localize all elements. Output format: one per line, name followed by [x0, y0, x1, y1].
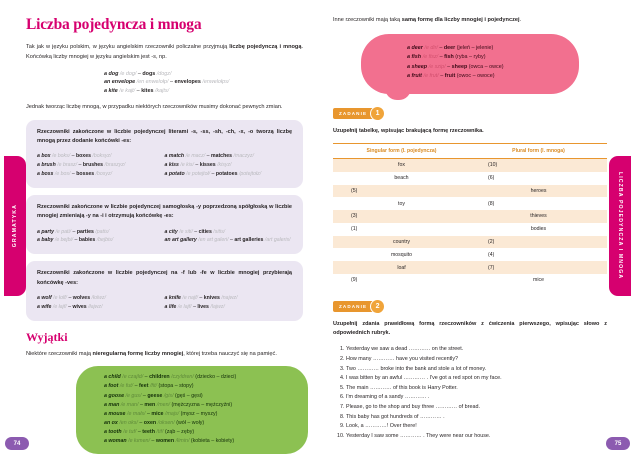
example-line: a city /e siti/ – cities /sitis/: [164, 228, 226, 235]
example-line: a kite /e kajt/ – kites /kajts/: [104, 88, 170, 95]
cell-plural[interactable]: (4): [488, 251, 495, 258]
example-line: a life /e lajf/ – lives /lajwz/: [164, 303, 225, 310]
cell-singular[interactable]: mosquito: [390, 251, 413, 258]
example-line: a mouse /e małs/ – mice /majs/ (mysz – myszy): [104, 410, 218, 417]
cell-singular[interactable]: toy: [398, 200, 405, 207]
example-line: a kiss /e kis/ – kisses /kisyz/: [164, 162, 232, 169]
example-line: a boss /e bos/ – bosses /bosyz/: [37, 170, 113, 177]
example-column: [37, 152, 165, 179]
speech-tail: [385, 86, 411, 100]
table-row[interactable]: [333, 197, 607, 210]
left-page: [0, 0, 317, 458]
table-row[interactable]: [333, 261, 607, 274]
sentence-item[interactable]: 6. I'm dreaming of a sandy ………… .: [346, 393, 607, 403]
task-2-number: 2: [370, 299, 385, 314]
example-line: a brush /e brasz/ – brushes /braszyz/: [37, 162, 126, 169]
cell-singular[interactable]: fox: [333, 158, 470, 171]
intro-paragraph-2: Jednak tworząc liczbę mnogą, w przypadku niektórych rzeczowników musimy dokonać pewnych zmian.: [26, 103, 283, 110]
right-page: [317, 0, 635, 458]
rule-box: [26, 195, 303, 254]
example-line: a man /e man/ – men /men/ (mężczyzna – mężczyźni): [104, 401, 233, 408]
page-number-right: 75: [606, 437, 630, 450]
cell-singular[interactable]: (1): [351, 226, 358, 233]
intro-examples: [26, 70, 303, 96]
cell-singular[interactable]: beach: [394, 175, 409, 182]
task-2-sentences: [333, 345, 607, 441]
intro-paragraph: Tak jak w języku polskim, w języku angielskim rzeczowniki policzalne przyjmują liczbę pojedynczą i mnogą. Końcówką liczby mnogiej w języku angielskim jest -s, np.: [26, 44, 304, 60]
side-tab-grammar-label: GRAMATYKA: [12, 204, 18, 248]
example-line: a goose /e gus/ – geese /gis/ (gęś – gęsi): [104, 392, 203, 399]
cell-singular[interactable]: loaf: [333, 261, 470, 274]
same-form-line: a fish /e fisz/ – fish (ryba – ryby): [407, 54, 486, 61]
sentence-item[interactable]: 5. The main ………… of this book is Harry Potter.: [346, 384, 607, 394]
exceptions-box: [76, 366, 308, 454]
exceptions-heading: Wyjątki: [26, 329, 68, 344]
column-header-plural: Plural form (l. mnoga): [470, 143, 607, 158]
table-row[interactable]: [333, 274, 607, 287]
sentence-item[interactable]: 2. How many ………… have you visited recently?: [346, 355, 607, 365]
table-row[interactable]: [333, 248, 607, 261]
rule-text: Rzeczowniki zakończone w liczbie pojedynczej literami -s, -ss, -sh, -ch, -x, -o tworzą liczbę mnogą przez dodanie końcówki -es:: [37, 128, 292, 144]
example-column: [165, 228, 293, 246]
sentence-item[interactable]: 9. Look, a …………! Over there!: [346, 422, 607, 432]
same-form-box: [361, 34, 579, 94]
example-line: a baby /e bejbi/ – babies /bejbis/: [37, 237, 114, 244]
sentence-item[interactable]: 7. Please, go to the shop and buy three ………… of bread.: [346, 403, 607, 413]
task-1-label: ZADANIE: [333, 108, 375, 119]
sentence-item[interactable]: 10. Yesterday I saw some ………… . They were near our house.: [346, 432, 607, 442]
page-number-left: 74: [5, 437, 29, 450]
example-line: an art gallery /en art galeri/ – art galleries /art galeris/: [164, 237, 291, 244]
example-line: a woman /e łumen/ – women /łimin/ (kobieta – kobiety): [104, 438, 235, 445]
page-title: Liczba pojedyncza i mnoga: [26, 16, 202, 33]
example-line: a box /e boks/ – boxes /boksyz/: [37, 153, 112, 160]
table-row[interactable]: [333, 185, 607, 198]
cell-plural[interactable]: (10): [470, 158, 607, 171]
cell-singular[interactable]: country: [333, 236, 470, 249]
rule-text: Rzeczowniki zakończone w liczbie pojedynczej samogłoską -y poprzedzoną spółgłoską w liczbie mnogiej zmieniają -y na -i i otrzymują końcówkę -es:: [37, 203, 292, 220]
same-form-line: a fruit /e frut/ – fruit (owoc – owoce): [407, 73, 495, 80]
task-2-label: ZADANIE: [333, 301, 375, 312]
example-line: a match /e macz/ – matches /maczyz/: [164, 153, 254, 160]
example-line: a wife /e łajf/ – wives /łajwz/: [37, 303, 103, 310]
side-tab-grammar[interactable]: [4, 156, 26, 296]
example-column: [165, 294, 293, 312]
same-form-line: a deer /e dir/ – deer (jeleń – jelenie): [407, 44, 494, 51]
rule-box: [26, 120, 303, 188]
task-2-instruction: Uzupełnij zdania prawidłową formą rzeczowników z ćwiczenia pierwszego, wpisując słowo z odpowiednich rubryk.: [333, 320, 607, 337]
same-form-line: a sheep /e szip/ – sheep (owca – owce): [407, 63, 504, 70]
sentence-item[interactable]: 3. Two ………… broke into the bank and stole a lot of money.: [346, 365, 607, 375]
cell-plural[interactable]: (6): [488, 175, 495, 182]
side-tab-topic[interactable]: [609, 156, 631, 296]
example-line: a knife /e najf/ – knives /najwz/: [164, 294, 238, 301]
cell-plural[interactable]: (8): [488, 200, 495, 207]
side-tab-topic-label: LICZBA POJEDYNCZA I MNOGA: [617, 172, 623, 280]
example-line: an envelope /en enwelołp/ – envelopes /enwelołps/: [104, 79, 230, 86]
cell-plural[interactable]: (7): [470, 261, 607, 274]
task-2-header: [333, 299, 607, 314]
same-form-intro: Inne rzeczowniki mają taką samą formę dla liczby mnogiej i pojedynczej.: [333, 17, 522, 23]
example-line: a child /e czajld/ – children /czyldren/ (dziecko – dzieci): [104, 374, 237, 381]
sentence-item[interactable]: 1. Yesterday we saw a dead ………… on the street.: [346, 345, 607, 355]
table-row[interactable]: [333, 210, 607, 223]
sentence-item[interactable]: 4. I was bitten by an awful ………… . I've got a red spot on my face.: [346, 374, 607, 384]
example-line: a party /e pati/ – parties /patis/: [37, 228, 110, 235]
example-line: a potato /e potejtoł/ – potatoes /potejtołz/: [164, 170, 262, 177]
example-column: [37, 228, 165, 246]
example-column: [165, 152, 293, 179]
table-row[interactable]: [333, 236, 607, 249]
table-header-row: [333, 143, 607, 158]
cell-plural[interactable]: mice: [533, 277, 544, 284]
plural-forms-table: [333, 143, 607, 287]
table-row[interactable]: [333, 158, 607, 171]
task-1-instruction: Uzupełnij tabelkę, wpisując brakującą formę rzeczownika.: [333, 127, 484, 134]
example-line: a dog /e dog/ – dogs /dogz/: [104, 70, 172, 77]
table-row[interactable]: [333, 223, 607, 236]
task-1-number: 1: [370, 106, 385, 121]
rule-box: [26, 261, 303, 320]
cell-plural[interactable]: bodies: [530, 226, 547, 233]
example-line: an ox /en oks/ – oxen /oksen/ (wół – woły): [104, 419, 205, 426]
cell-singular[interactable]: (5): [333, 185, 470, 198]
example-line: a foot /e fut/ – feet /fit/ (stopa – stopy): [104, 383, 194, 390]
cell-plural[interactable]: (2): [470, 236, 607, 249]
example-column: [37, 294, 165, 312]
rule-boxes: [26, 120, 303, 321]
example-line: a wolf /e łolf/ – wolves /łolwz/: [37, 294, 106, 301]
exceptions-intro: Niektóre rzeczowniki mają nieregularną formę liczby mnogiej, której trzeba nauczyć się na pamięć.: [26, 350, 277, 357]
table-row[interactable]: [333, 172, 607, 185]
example-line: a tooth /e tuf/ – teeth /tif/ (ząb – zęby): [104, 429, 195, 435]
cell-singular[interactable]: (3): [333, 210, 470, 223]
rule-text: Rzeczowniki zakończone w liczbie pojedynczej na -f lub -fe w liczbie mnogiej przybierają końcówkę -ves:: [37, 270, 292, 286]
cell-plural[interactable]: heroes: [470, 185, 607, 198]
column-header-singular: Singular form (l. pojedyncza): [333, 143, 470, 158]
sentence-item[interactable]: 8. This baby has got hundreds of ………… .: [346, 413, 607, 423]
task-1-header: [333, 106, 607, 121]
cell-singular[interactable]: (9): [351, 277, 358, 284]
cell-plural[interactable]: thieves: [470, 210, 607, 223]
